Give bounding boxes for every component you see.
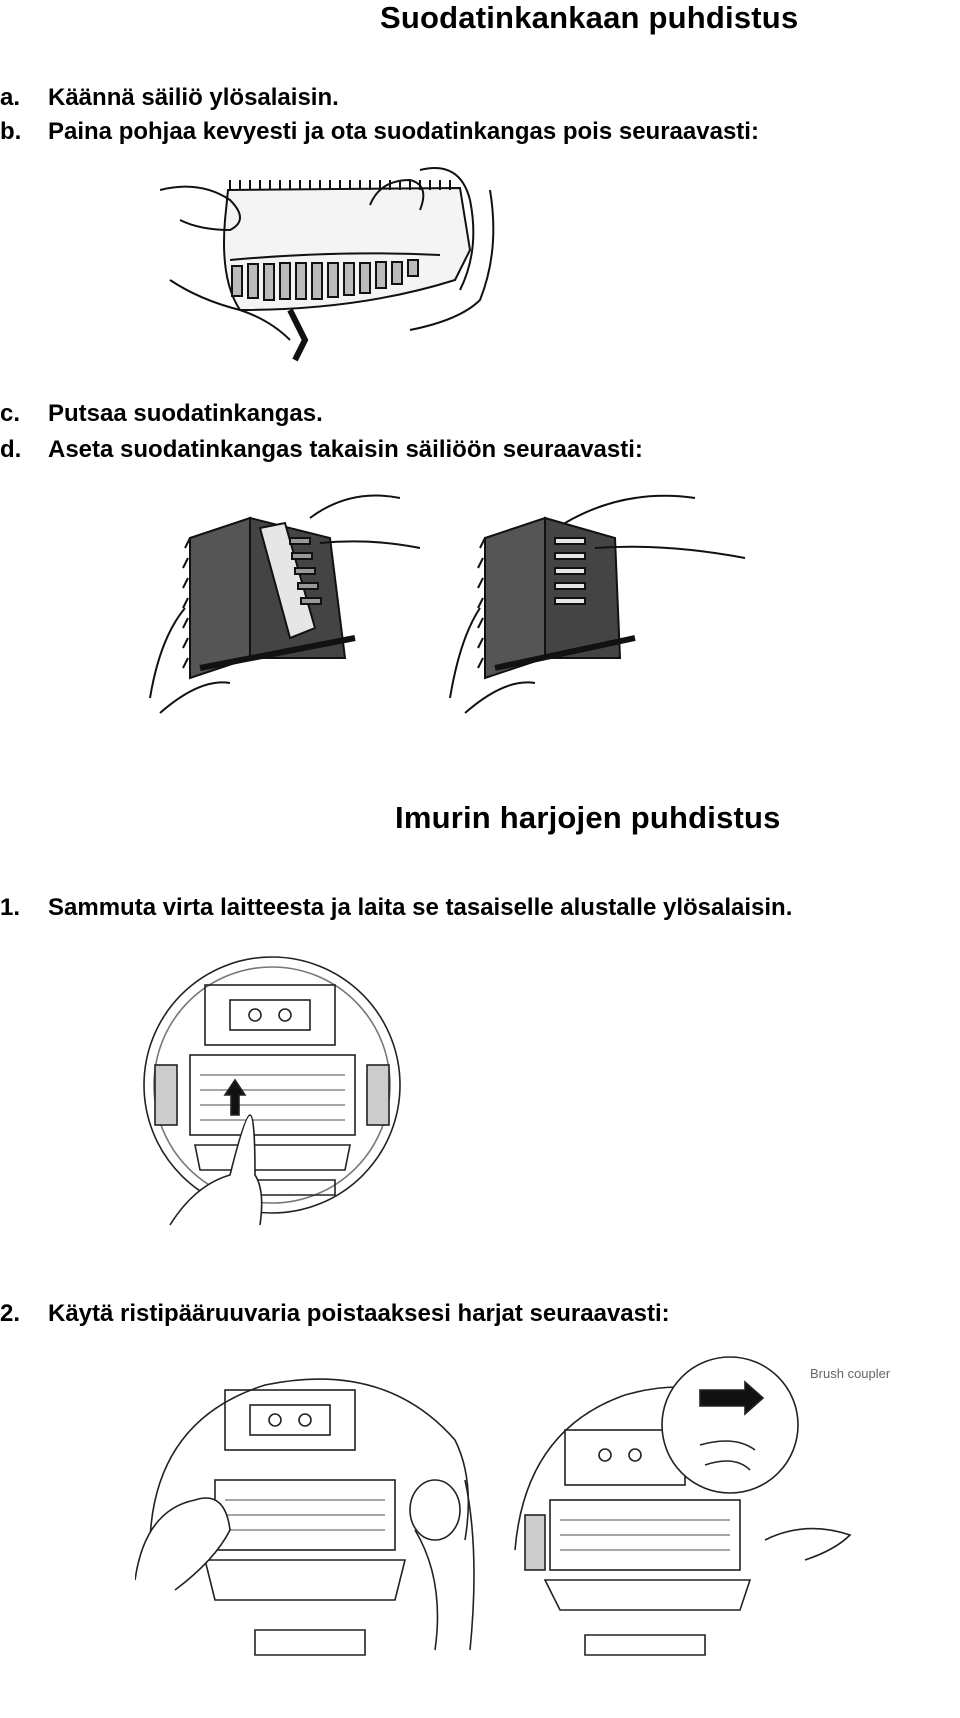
step-1 — [0, 894, 792, 922]
step-b-text: Paina pohjaa kevyesti ja ota suodatinkangas pois seuraavasti: — [48, 118, 759, 145]
step-2 — [0, 1300, 670, 1328]
step-c — [0, 400, 323, 428]
step-b — [0, 118, 759, 146]
filter-insert-right-illustration-icon — [445, 478, 765, 718]
step-1-text: Sammuta virta laitteesta ja laita se tasaiselle alustalle ylösalaisin. — [48, 894, 793, 921]
step-2-marker: 2. — [0, 1300, 21, 1327]
filter-insert-left-illustration-icon — [140, 478, 440, 718]
brush-removal-left-illustration-icon — [135, 1360, 480, 1660]
step-b-marker: b. — [0, 118, 22, 145]
heading-brush-cleaning: Imurin harjojen puhdistus — [395, 800, 781, 835]
step-c-text: Putsaa suodatinkangas. — [48, 400, 323, 427]
step-2-text: Käytä ristipääruuvaria poistaaksesi harjat seuraavasti: — [48, 1300, 670, 1327]
step-d — [0, 436, 643, 464]
step-d-marker: d. — [0, 436, 22, 463]
step-d-text: Aseta suodatinkangas takaisin säiliöön seuraavasti: — [48, 436, 643, 463]
step-a — [0, 84, 339, 112]
step-1-marker: 1. — [0, 894, 21, 921]
filter-removal-illustration-icon — [160, 160, 630, 390]
robot-underside-illustration-icon — [135, 955, 410, 1235]
brush-coupler-illustration-icon — [505, 1350, 945, 1660]
step-c-marker: c. — [0, 400, 21, 427]
heading-filter-cleaning: Suodatinkankaan puhdistus — [380, 0, 799, 35]
brush-coupler-label: Brush coupler — [810, 1366, 891, 1381]
step-a-marker: a. — [0, 84, 21, 111]
step-a-text: Käännä säiliö ylösalaisin. — [48, 84, 339, 111]
